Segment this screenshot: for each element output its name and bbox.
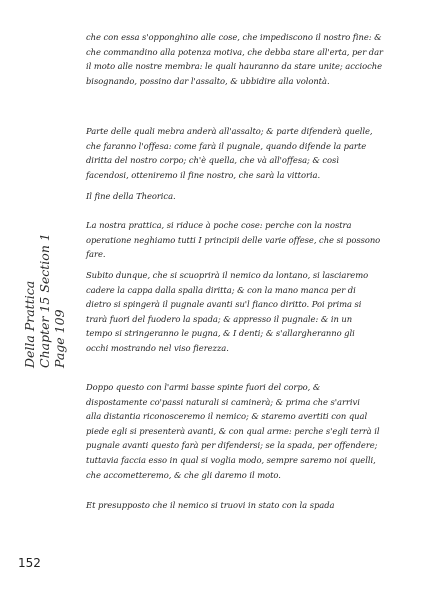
text-line: piede egli si presenterà avanti, & con qual arme: perche s'egli terrà il xyxy=(86,425,380,436)
text-line: trarà fuori del fuodero la spada; & appresso il pugnale: & in un xyxy=(86,313,353,324)
text-line: fare. xyxy=(86,249,106,260)
text-line: che con essa s'opponghino alle cose, che impediscono il nostro fine: & xyxy=(86,32,382,42)
text-line: tuttavia faccia esso in qual si voglia modo, sempre saremo noi quelli, xyxy=(86,454,376,465)
text-line: tempo si stringeranno le pugna, & I denti; & s'allargheranno gli xyxy=(86,328,355,339)
text-line: che commandino alla potenza motiva, che debba stare all'erta, per dar xyxy=(86,46,383,57)
text-line: dispostamente co'passi naturali si caminerà; & prima che s'arrivi xyxy=(86,396,360,407)
margin-note xyxy=(22,233,67,368)
text-line: Et presupposto che il nemico si truovi in stato con la spada xyxy=(86,500,335,510)
paragraph-1 xyxy=(86,30,386,88)
margin-note-page: Page 109 xyxy=(52,309,67,368)
paragraph-5 xyxy=(86,380,386,482)
section-heading-text: Il fine della Theorica. xyxy=(86,191,176,201)
text-line: occhi mostrando nel viso fierezza. xyxy=(86,342,229,353)
text-line: Parte delle quali mebra anderà all'assalto; & parte difenderà quelle, xyxy=(86,126,373,136)
text-line: cadere la cappa dalla spalla diritta; & con la mano manca per di xyxy=(86,284,356,295)
text-line: il moto alle nostre membra: le quali hauranno da stare unite; accioche xyxy=(86,61,382,72)
text-line: che faranno l'offesa: come farà il pugnale, quando difende la parte xyxy=(86,140,367,151)
paragraph-2 xyxy=(86,124,386,182)
paragraph-3 xyxy=(86,218,386,262)
margin-note-title: Della Prattica xyxy=(22,280,37,368)
page-number: 152 xyxy=(18,556,41,570)
section-heading xyxy=(86,189,386,204)
margin-note-chapter: Chapter 15 Section 1 xyxy=(37,233,52,368)
text-line: facendosi, otteniremo il fine nostro, che sarà la vittoria. xyxy=(86,169,321,180)
text-line: dietro si spingerà il pugnale avanti su'l fianco diritto. Poi prima si xyxy=(86,299,362,310)
paragraph-4 xyxy=(86,268,386,356)
text-line: operatione neghiamo tutti I principii delle varie offese, che si possono xyxy=(86,234,381,245)
text-line: bisognando, possino dar l'assalto, & ubbidire alla volontà. xyxy=(86,75,330,86)
text-line: che accometteremo, & che gli daremo il moto. xyxy=(86,469,281,480)
text-line: Subito dunque, che si scuoprirà il nemico da lontano, si lasciaremo xyxy=(86,270,369,280)
text-line: alla distantia riconosceremo il nemico; & staremo avertiti con qual xyxy=(86,411,368,422)
paragraph-6 xyxy=(86,498,386,513)
text-line: La nostra prattica, si riduce à poche cose: perche con la nostra xyxy=(86,220,352,230)
text-line: diritta del nostro corpo; ch'è quella, che và all'offesa; & così xyxy=(86,155,339,166)
text-line: Doppo questo con l'armi basse spinte fuori del corpo, & xyxy=(86,382,321,392)
text-line: pugnale avanti questo farà per difendersi; se la spada, per offendere; xyxy=(86,440,378,451)
